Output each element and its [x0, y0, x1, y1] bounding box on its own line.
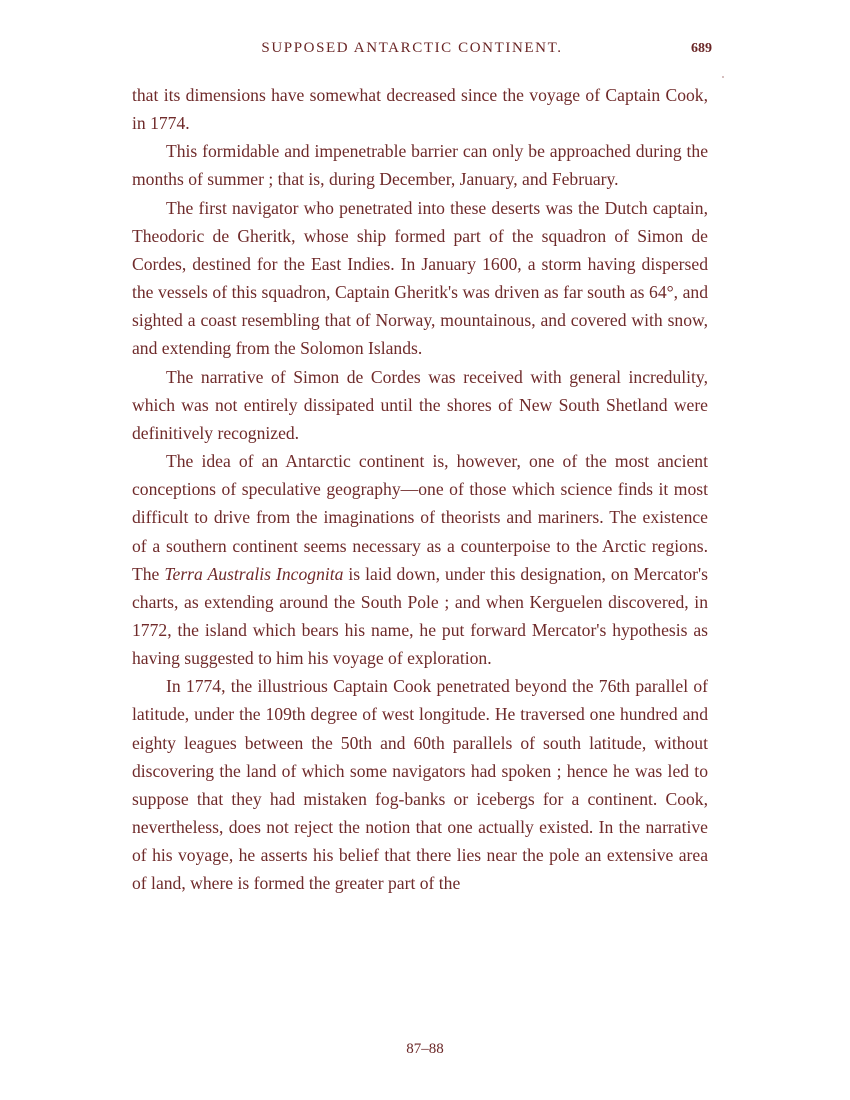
paragraph: The narrative of Simon de Cordes was received with general incredulity, which was not entirely dissipated until the shores of New South Shetland were definitively recognized.	[132, 366, 708, 443]
page-number: 689	[691, 41, 712, 56]
text-run: is laid down, under this designation, on Mercator's charts, as extending around the South Pole ; and when Kerguelen discovered, in 1772, the island which bears his name, he put forward Mercator's hypothesis as having suggested to him his voyage of exploration.	[132, 563, 708, 669]
italic-term: Terra Australis Incognita	[164, 563, 344, 584]
paragraph: In 1774, the illustrious Captain Cook penetrated beyond the 76th parallel of latitude, under the 109th degree of west longitude. He traversed one hundred and eighty leagues between the 50th and 60th parallels of south latitude, without discovering the land of which some navigators had spoken ; hence he was led to suppose that they had mistaken fog-banks or icebergs for a continent. Cook, nevertheless, does not reject the notion that one actually existed. In the narrative of his voyage, he asserts his belief that there lies near the pole an extensive area of land, where is formed the greater part of the	[132, 676, 708, 894]
paper-speck	[722, 76, 724, 78]
running-head-title: SUPPOSED ANTARCTIC CONTINENT.	[261, 40, 563, 56]
text-run: The idea of an Antarctic continent is, however, one of the most ancient conceptions of speculative geography—one of those which science finds it most difficult to drive from the imaginations of theorists and mariners. The existence of a southern continent seems necessary as a counterpoise to the Arctic regions. The	[132, 451, 708, 584]
paragraph	[132, 447, 708, 672]
paragraph: The first navigator who penetrated into these deserts was the Dutch captain, Theodoric de Gheritk, whose ship formed part of the squadron of Simon de Cordes, destined for the East Indies. In January 1600, a storm having dispersed the vessels of this squadron, Captain Gheritk's was driven as far south as 64°, and sighted a coast resembling that of Norway, mountainous, and covered with snow, and extending from the Solomon Islands.	[132, 197, 708, 359]
paragraph: This formidable and impenetrable barrier can only be approached during the months of summer ; that is, during December, January, and February.	[132, 141, 708, 190]
paragraph-continued: that its dimensions have somewhat decreased since the voyage of Captain Cook, in 1774.	[132, 85, 708, 134]
running-head	[132, 40, 712, 64]
signature-mark: 87–88	[406, 1041, 444, 1057]
body-text	[132, 81, 708, 898]
